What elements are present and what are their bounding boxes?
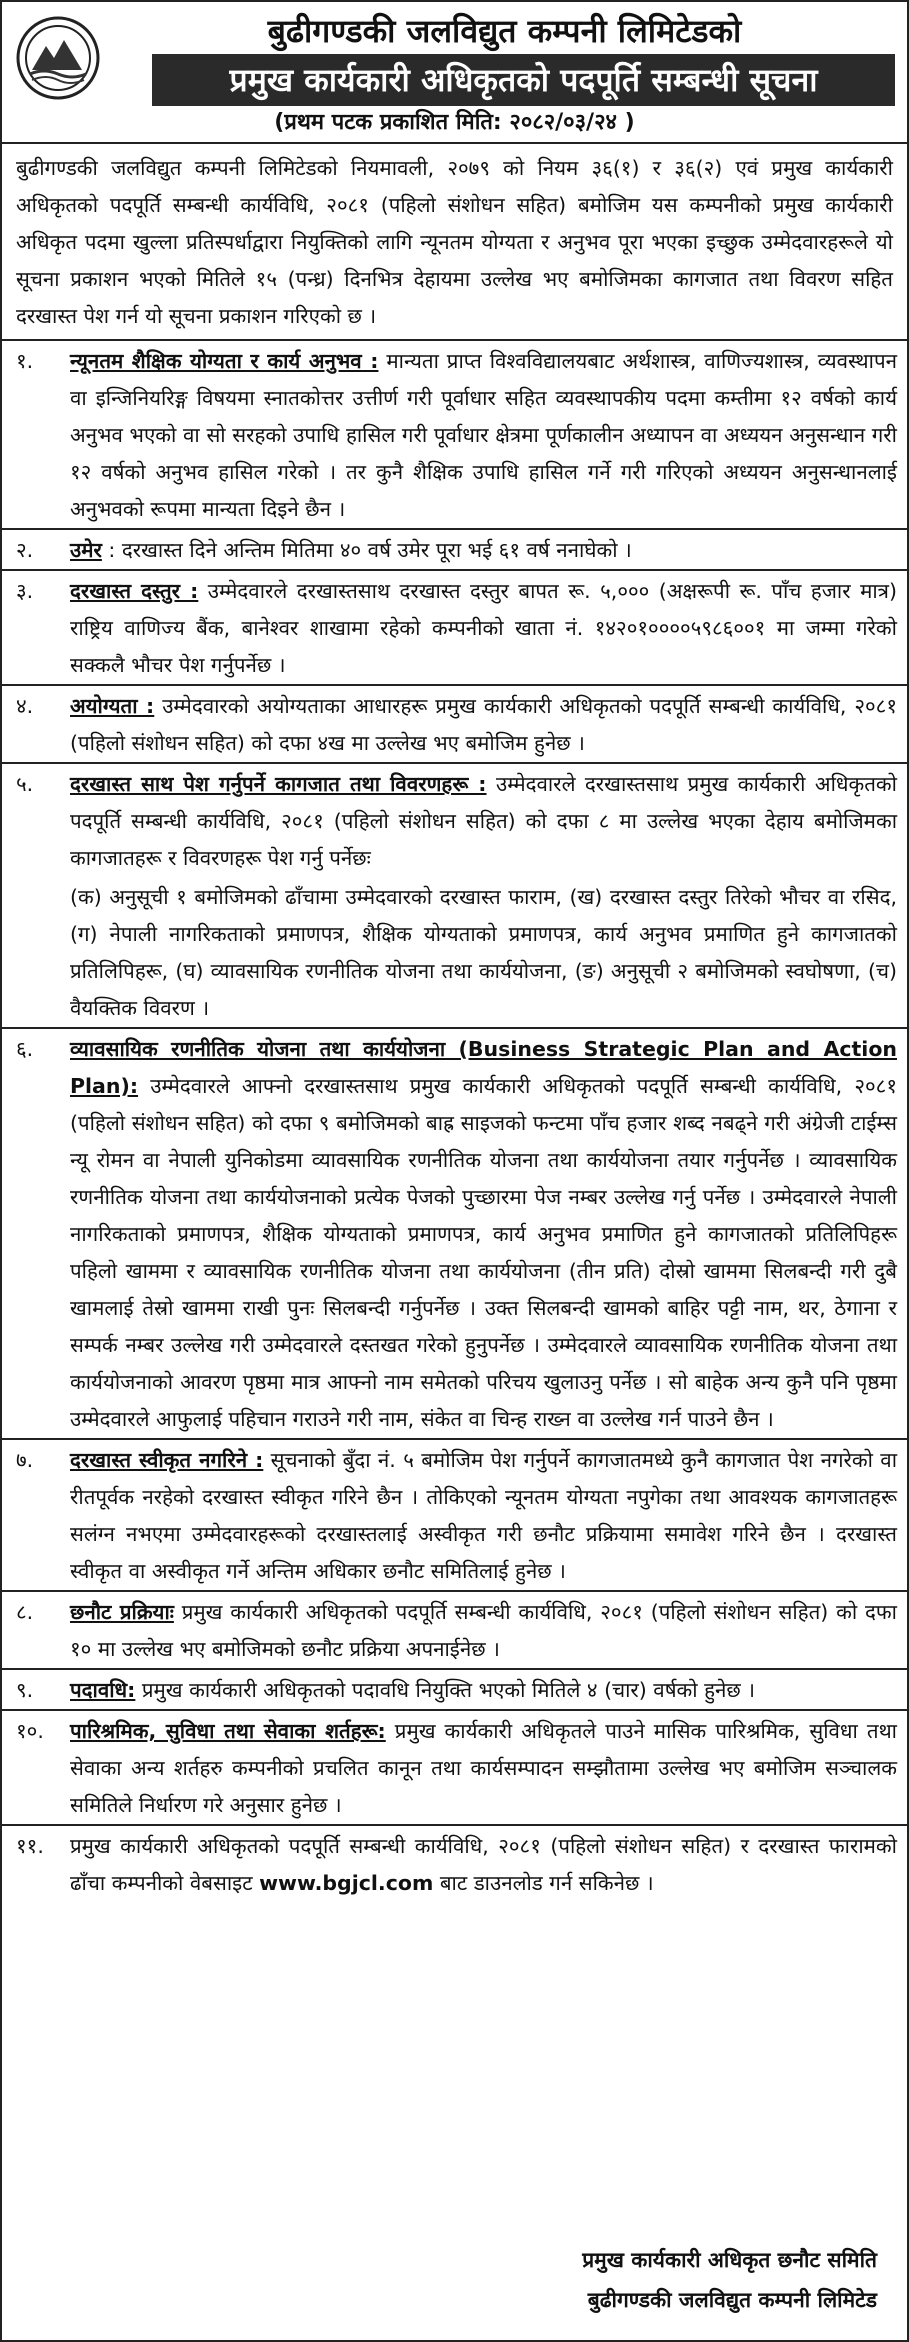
logo-emblem <box>16 16 100 100</box>
notice-header <box>2 2 907 142</box>
item-text: प्रमुख कार्यकारी अधिकृतले पाउने मासिक पारिश्रमिक, सुविधा तथा सेवाका अन्य शर्तहरु कम्पनीको प्रचलित कानून तथा कार्यसम्पादन सम्झौतामा उल्लेख भए बमोजिम सञ्चालक समितिले निर्धारण गरे अनुसार हुनेछ । <box>70 1719 897 1817</box>
list-item <box>16 1670 897 1709</box>
item-number: ८. <box>16 1600 34 1624</box>
item-content <box>70 766 897 1027</box>
item-content <box>70 1828 897 1902</box>
item-heading: पदावधि: <box>70 1678 136 1702</box>
item-text: बाट डाउनलोड गर्न सकिनेछ । <box>433 1871 654 1895</box>
item-content <box>70 1594 897 1668</box>
item-number: ९. <box>16 1678 34 1702</box>
item-content <box>70 573 897 684</box>
document-list: (क) अनुसूची १ बमोजिमको ढाँचामा उम्मेदवारको दरखास्त फाराम, (ख) दरखास्त दस्तुर तिरेको भौचर वा रसिद, (ग) नेपाली नागरिकताको प्रमाणपत्र, शैक्षिक योग्यताको प्रमाणपत्र, कार्य अनुभव प्रमाणित हुने कागजातको प्रतिलिपिहरू, (घ) व्यावसायिक रणनीतिक योजना तथा कार्ययोजना, (ङ) अनुसूची २ बमोजिमको स्वघोषणा, (च) वैयक्तिक विवरण । <box>70 885 897 1020</box>
list-item <box>16 1029 897 1438</box>
item-content <box>70 1442 897 1590</box>
item-heading: दरखास्त स्वीकृत नगरिने : <box>70 1448 264 1472</box>
website-link[interactable]: www.bgjcl.com <box>259 1871 434 1895</box>
item-number: ६. <box>16 1037 34 1061</box>
item-heading: उमेर <box>70 538 102 562</box>
header-divider <box>2 142 907 144</box>
item-text: उम्मेदवारले दरखास्तसाथ प्रमुख कार्यकारी अधिकृतको पदपूर्ति सम्बन्धी कार्यविधि, २०८१ (पहिलो संशोधन सहित) को दफा ८ मा उल्लेख भएका देहाय बमोजिमका कागजातहरू र विवरणहरू पेश गर्नु पर्नेछः <box>70 772 897 870</box>
list-item <box>16 341 897 528</box>
item-text: मान्यता प्राप्त विश्वविद्यालयबाट अर्थशास्त्र, वाणिज्यशास्त्र, व्यवस्थापन वा इन्जिनियरिङ्ग विषयमा स्नातकोत्तर उत्तीर्ण गरी पूर्वाधार सहित व्यवस्थापकीय पदमा कम्तीमा १२ वर्षको कार्य अनुभव भएको वा सो सरहको उपाधि हासिल गरी पूर्वाधार क्षेत्रमा पूर्णकालीन अध्यापन वा अध्ययन अनुसन्धान गरी १२ वर्षको अनुभव हासिल गरेको । तर कुनै शैक्षिक उपाधि हासिल गर्ने गरी गरिएको अध्ययन अनुसन्धानलाई अनुभवको रूपमा मान्यता दिइने छैन । <box>70 349 897 521</box>
item-text: प्रमुख कार्यकारी अधिकृतको पदपूर्ति सम्बन्धी कार्यविधि, २०८१ (पहिलो संशोधन सहित) को दफा १० मा उल्लेख भए बमोजिमको छनौट प्रक्रिया अपनाईनेछ । <box>70 1600 897 1661</box>
item-heading: दरखास्त साथ पेश गर्नुपर्ने कागजात तथा विवरणहरू : <box>70 772 487 796</box>
item-heading: पारिश्रमिक, सुविधा तथा सेवाका शर्तहरू: <box>70 1719 386 1743</box>
list-item <box>16 1440 897 1590</box>
item-number: १. <box>16 349 34 373</box>
item-text: सूचनाको बुँदा नं. ५ बमोजिम पेश गर्नुपर्ने कागजातमध्ये कुनै कागजात पेश नगरेको वा रीतपूर्वक नरहेको दरखास्त स्वीकृत गरिने छैन । तोकिएको न्यूनतम योग्यता नपुगेका तथा आवश्यक कागजातहरू सलंग्न नभएमा उम्मेदवारहरूको दरखास्तलाई अस्वीकृत गरी छनौट प्रक्रियामा समावेश गरिने छैन । दरखास्त स्वीकृत वा अस्वीकृत गर्ने अन्तिम अधिकार छनौट समितिलाई हुनेछ । <box>70 1448 898 1583</box>
item-heading: अयोग्यता : <box>70 694 155 718</box>
item-number: १०. <box>16 1719 44 1743</box>
item-content <box>70 1031 897 1438</box>
item-content <box>70 532 897 569</box>
intro-paragraph: बुढीगण्डकी जलविद्युत कम्पनी लिमिटेडको नियमावली, २०७९ को नियम ३६(१) र ३६(२) एवं प्रमुख कार्यकारी अधिकृतको पदपूर्ति सम्बन्धी कार्यविधि, २०८१ (पहिलो संशोधन सहित) बमोजिम यस कम्पनीको प्रमुख कार्यकारी अधिकृत पदमा खुल्ला प्रतिस्पर्धाद्वारा नियुक्तिको लागि न्यूनतम योग्यता र अनुभव पूरा भएका इच्छुक उम्मेदवारहरूले यो सूचना प्रकाशन भएको मितिले १५ (पन्ध्र) दिनभित्र देहायमा उल्लेख भए बमोजिमका कागजात तथा विवरण सहित दरखास्त पेश गर्न यो सूचना प्रकाशन गरिएको छ । <box>16 156 893 328</box>
item-content <box>70 1672 897 1709</box>
item-number: ४. <box>16 694 34 718</box>
item-content <box>70 1713 897 1824</box>
list-item <box>16 1592 897 1668</box>
list-item <box>16 1826 897 1902</box>
item-heading: व्यावसायिक रणनीतिक योजना तथा कार्ययोजना (Business Strategic Plan and Action Plan): <box>70 1037 897 1098</box>
item-heading: न्यूनतम शैक्षिक योग्यता र कार्य अनुभव : <box>70 349 379 373</box>
publication-date: (प्रथम पटक प्रकाशित मिति: २०८२/०३/२४ ) <box>274 110 635 135</box>
footer-company-name: बुढीगण्डकी जलविद्युत कम्पनी लिमिटेड <box>587 2288 877 2312</box>
signature-block <box>582 2240 877 2320</box>
list-item <box>16 686 897 762</box>
item-heading: दरखास्त दस्तुर : <box>70 579 199 603</box>
list-item <box>16 764 897 1027</box>
item-heading: छनौट प्रक्रियाः <box>70 1600 174 1624</box>
item-content <box>70 688 897 762</box>
list-item <box>16 530 897 569</box>
item-text: उम्मेदवारले आफ्नो दरखास्तसाथ प्रमुख कार्यकारी अधिकृतको पदपूर्ति सम्बन्धी कार्यविधि, २०८१ (पहिलो संशोधन सहित) को दफा ९ बमोजिमको बाह्र साइजको फन्टमा पाँच हजार शब्द नबढ्ने गरी अंग्रेजी टाईम्स न्यू रोमन वा नेपाली युनिकोडमा व्यावसायिक रणनीतिक योजना तथा कार्ययोजना तयार गर्नुपर्नेछ । व्यावसायिक रणनीतिक योजना तथा कार्ययोजनाको प्रत्येक पेजको पुच्छारमा पेज नम्बर उल्लेख गर्नु पर्नेछ । उम्मेदवारले नेपाली नागरिकताको प्रमाणपत्र, शैक्षिक योग्यताको प्रमाणपत्र, कार्य अनुभव प्रमाणित हुने कागजातको प्रतिलिपिहरू पहिलो खाममा र व्यावसायिक रणनीतिक योजना तथा कार्ययोजना (तीन प्रति) दोस्रो खाममा सिलबन्दी गरी दुबै खामलाई तेस्रो खाममा राखी पुनः सिलबन्दी गर्नुपर्नेछ । उक्त सिलबन्दी खामको बाहिर पट्टी नाम, थर, ठेगाना र सम्पर्क नम्बर उल्लेख गरी उम्मेदवारले दस्तखत गरेको हुनुपर्नेछ । उम्मेदवारले व्यावसायिक रणनीतिक योजना तथा कार्ययोजनाको आवरण पृष्ठमा मात्र आफ्नो नाम समेतको परिचय खुलाउनु पर्नेछ । सो बाहेक अन्य कुनै पनि पृष्ठमा उम्मेदवारले आफुलाई पहिचान गराउने गरी नाम, संकेत वा चिन्ह राख्न वा उल्लेख गर्न पाउने छैन । <box>70 1074 897 1431</box>
item-number: ७. <box>16 1448 34 1472</box>
committee-name: प्रमुख कार्यकारी अधिकृत छनौट समिति <box>582 2248 877 2272</box>
item-number: ५. <box>16 772 34 796</box>
item-text: उम्मेदवारको अयोग्यताका आधारहरू प्रमुख कार्यकारी अधिकृतको पदपूर्ति सम्बन्धी कार्यविधि, २०८१ (पहिलो संशोधन सहित) को दफा ४ख मा उल्लेख भए बमोजिम हुनेछ । <box>70 694 897 755</box>
item-number: २. <box>16 538 34 562</box>
item-number: ११. <box>16 1834 44 1858</box>
item-text: उम्मेदवारले दरखास्तसाथ दरखास्त दस्तुर बापत रू. ५,००० (अक्षरूपी रू. पाँच हजार मात्र) राष्ट्रिय वाणिज्य बैंक, बानेश्वर शाखामा रहेको कम्पनीको खाता नं. १४२०१००००५९८६००१ मा जम्मा गरेको सक्कलै भौचर पेश गर्नुपर्नेछ । <box>70 579 897 677</box>
list-item <box>16 571 897 684</box>
notice-title: प्रमुख कार्यकारी अधिकृतको पदपूर्ति सम्बन्धी सूचना <box>152 54 895 106</box>
item-text: प्रमुख कार्यकारी अधिकृतको पदावधि नियुक्ति भएको मितिले ४ (चार) वर्षको हुनेछ । <box>135 1678 756 1702</box>
item-number: ३. <box>16 579 34 603</box>
item-text: प्रमुख कार्यकारी अधिकृतको पदपूर्ति सम्बन्धी कार्यविधि, २०८१ (पहिलो संशोधन सहित) र दरखास्त फारामको ढाँचा कम्पनीको वेबसाइट <box>70 1834 897 1895</box>
item-content <box>70 343 897 528</box>
company-name: बुढीगण्डकी जलविद्युत कम्पनी लिमिटेडको <box>267 12 742 50</box>
list-item <box>16 1711 897 1824</box>
item-text: : दरखास्त दिने अन्तिम मितिमा ४० वर्ष उमेर पूरा भई ६१ वर्ष ननाघेको । <box>101 538 632 562</box>
